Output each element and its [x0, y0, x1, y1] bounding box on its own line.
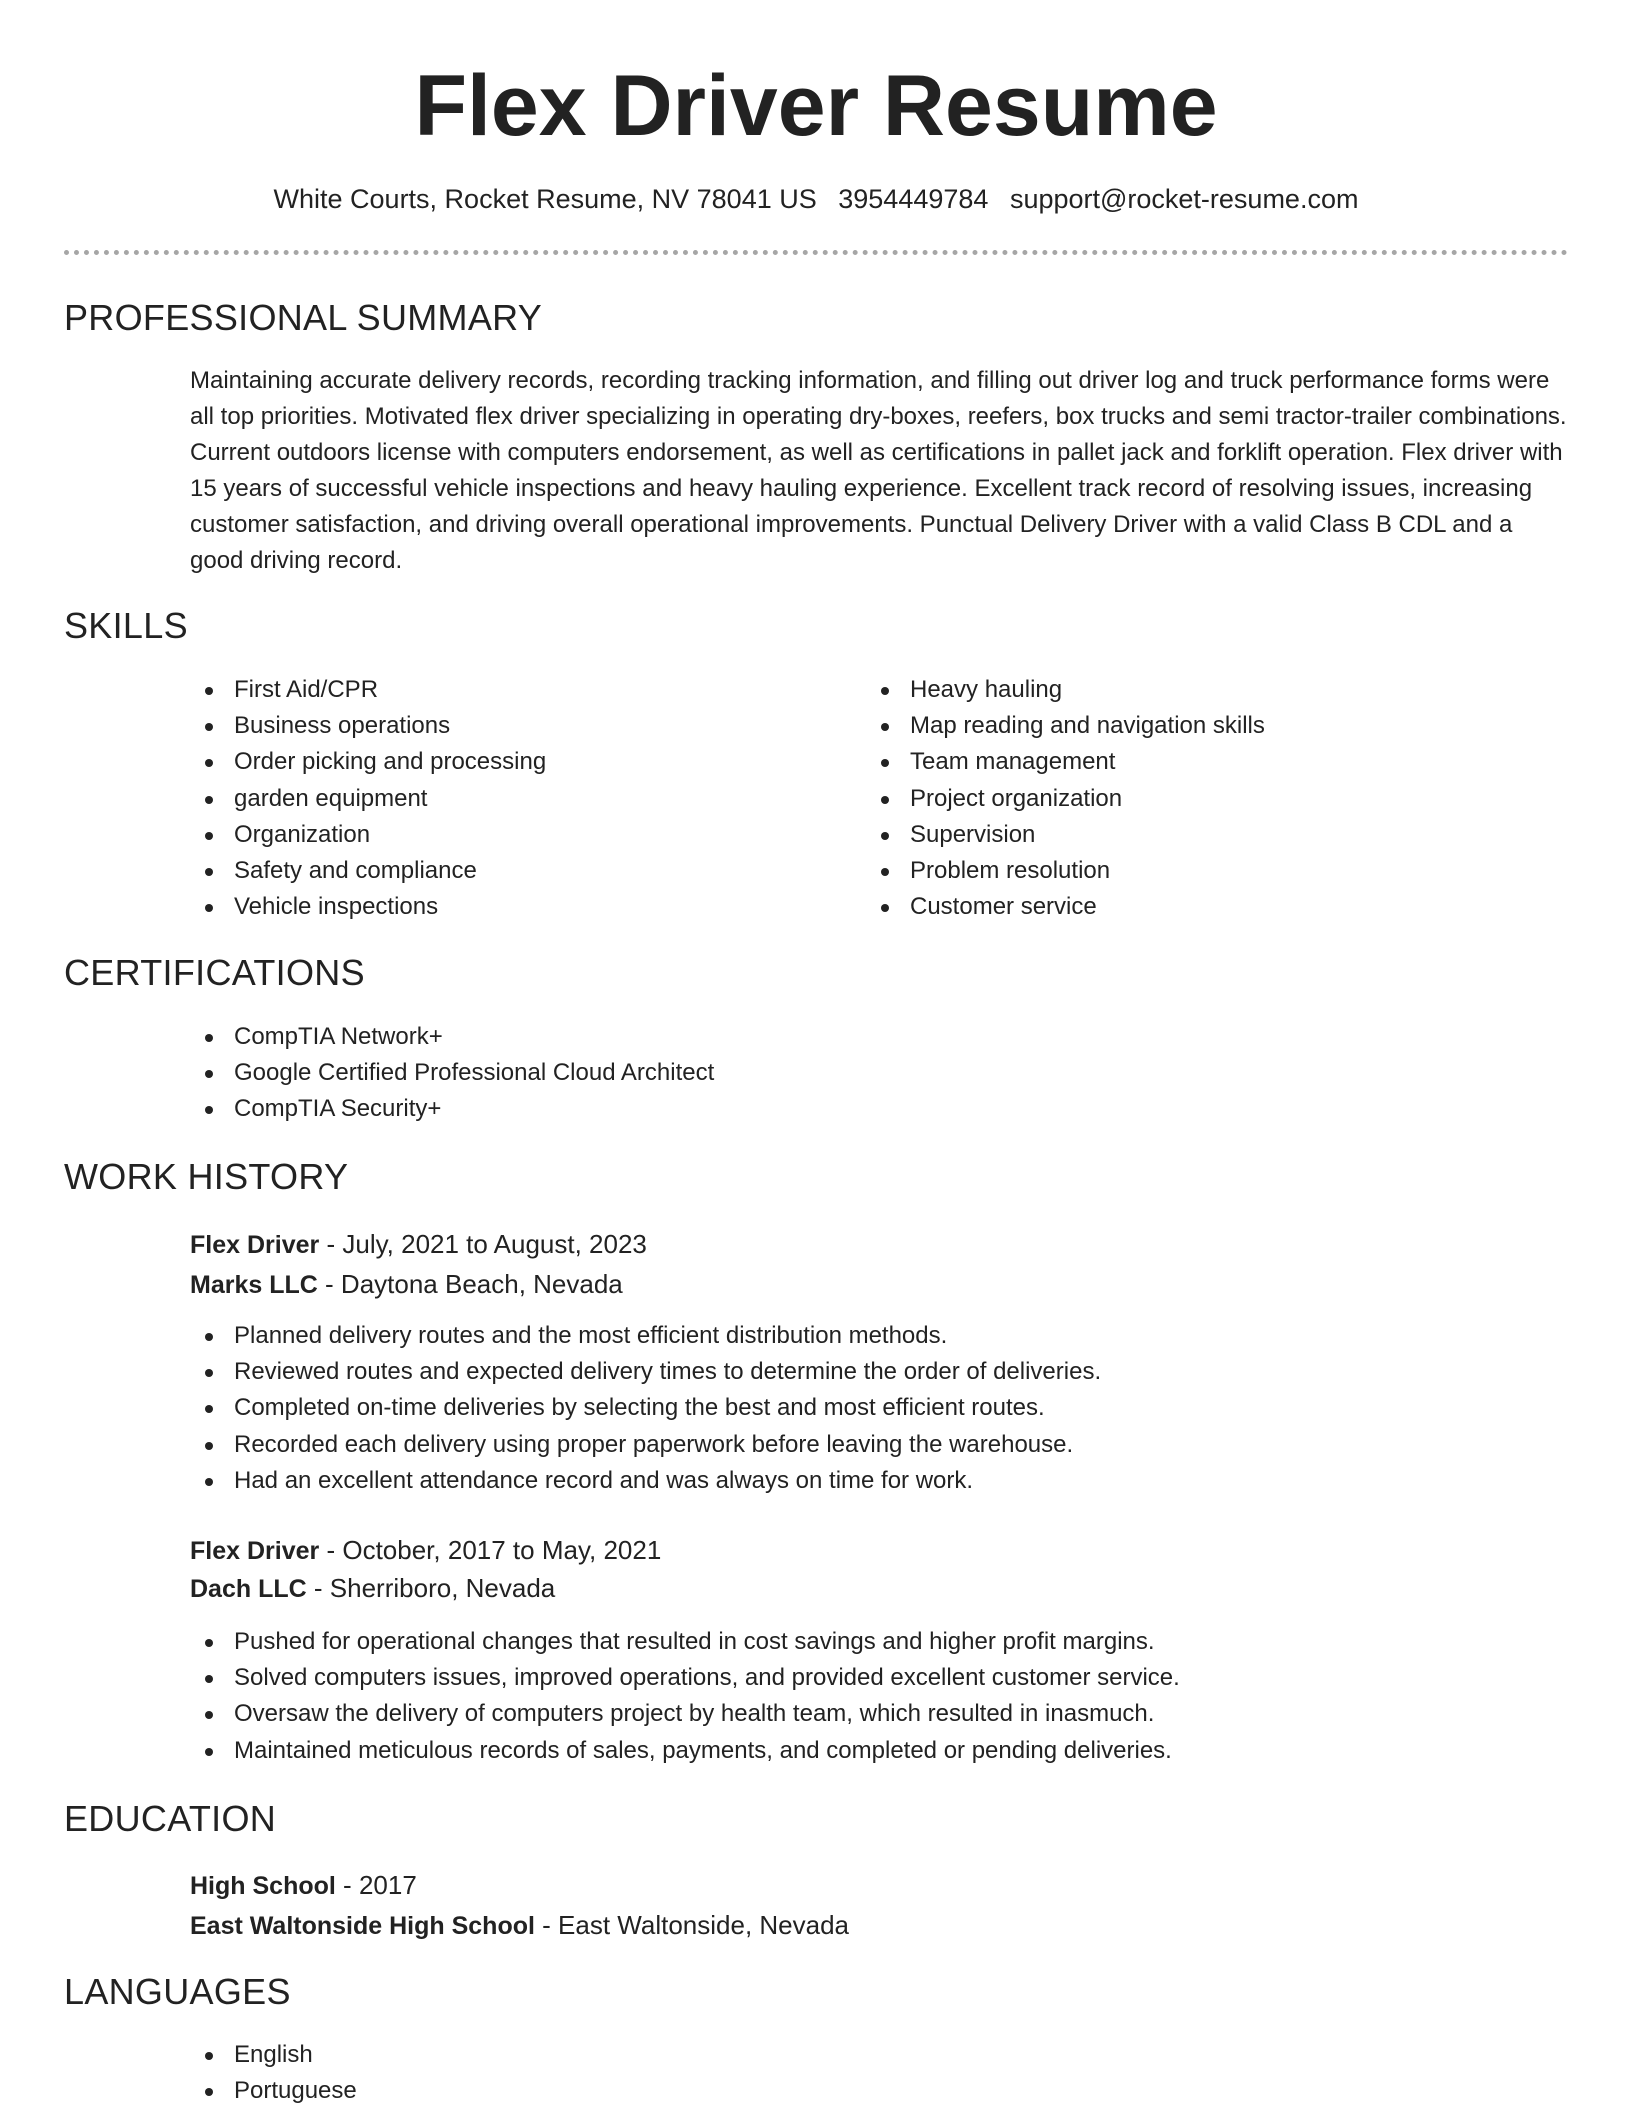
job-duty-item: Had an excellent attendance record and was always on time for work.: [190, 1463, 1101, 1499]
education-location: East Waltonside, Nevada: [558, 1910, 850, 1940]
job-company: Marks LLC: [190, 1271, 318, 1299]
skill-item: Supervision: [866, 817, 1265, 853]
skill-item: Project organization: [866, 781, 1265, 817]
job-duty-item: Oversaw the delivery of computers project by health team, which resulted in inasmuch.: [190, 1696, 1180, 1732]
contact-email[interactable]: support@rocket-resume.com: [1009, 184, 1359, 214]
certification-item: CompTIA Security+: [190, 1091, 714, 1127]
education-school: East Waltonside High School: [190, 1912, 535, 1940]
education-degree-line: High School - 2017: [190, 1870, 417, 1900]
skill-item: Order picking and processing: [190, 744, 546, 780]
languages-heading: LANGUAGES: [64, 1971, 291, 2012]
skill-item: Safety and compliance: [190, 853, 546, 889]
job-location: Sherriboro, Nevada: [329, 1573, 556, 1603]
skill-item: garden equipment: [190, 781, 546, 817]
job-duty-item: Solved computers issues, improved operations, and provided excellent customer service.: [190, 1660, 1180, 1696]
education-school-line: East Waltonside High School - East Waltonside, Nevada: [190, 1910, 850, 1940]
skills-list-right: [866, 672, 1265, 925]
summary-text: Maintaining accurate delivery records, recording tracking information, and filling out driver log and truck performance forms were all top priorities. Motivated flex driver specializing in operating dry-boxes, reefers, box trucks and semi tractor-trailer combinations. Current outdoors license with computers endorsement, as well as certifications in pallet jack and forklift operation. Flex driver with 15 years of successful vehicle inspections and heavy hauling experience. Excellent track record of resolving issues, increasing customer satisfaction, and driving overall operational improvements. Punctual Delivery Driver with a valid Class B CDL and a good driving record.: [190, 367, 1567, 574]
education-heading: EDUCATION: [64, 1798, 277, 1839]
languages-list: [190, 2037, 357, 2109]
language-item: Portuguese: [190, 2073, 357, 2109]
job-company-line: Dach LLC - Sherriboro, Nevada: [190, 1573, 556, 1603]
job-duties-list: [190, 1318, 1101, 1499]
certification-item: Google Certified Professional Cloud Architect: [190, 1055, 714, 1091]
skill-item: Problem resolution: [866, 853, 1265, 889]
certification-item: CompTIA Network+: [190, 1019, 714, 1055]
job-title-line: Flex Driver - July, 2021 to August, 2023: [190, 1229, 647, 1259]
skill-item: Organization: [190, 817, 546, 853]
job-duty-item: Reviewed routes and expected delivery times to determine the order of deliveries.: [190, 1354, 1101, 1390]
job-title: Flex Driver: [190, 1537, 320, 1565]
language-item: English: [190, 2037, 357, 2073]
certifications-list: [190, 1019, 714, 1128]
job-location: Daytona Beach, Nevada: [340, 1269, 623, 1299]
certifications-heading: CERTIFICATIONS: [64, 952, 365, 993]
skill-item: Customer service: [866, 889, 1265, 925]
skills-heading: SKILLS: [64, 605, 188, 646]
job-company: Dach LLC: [190, 1575, 307, 1603]
skills-list-left: [190, 672, 546, 925]
job-dates: October, 2017 to May, 2021: [342, 1535, 662, 1565]
job-title-line: Flex Driver - October, 2017 to May, 2021: [190, 1535, 662, 1565]
contact-phone: 3954449784: [838, 184, 989, 214]
job-title: Flex Driver: [190, 1231, 320, 1259]
skill-item: Map reading and navigation skills: [866, 708, 1265, 744]
contact-address: White Courts, Rocket Resume, NV 78041 US: [273, 184, 817, 214]
job-duty-item: Recorded each delivery using proper paperwork before leaving the warehouse.: [190, 1427, 1101, 1463]
contact-line: [0, 180, 1632, 218]
education-degree: High School: [190, 1872, 336, 1900]
job-duties-list: [190, 1624, 1180, 1769]
skill-item: Vehicle inspections: [190, 889, 546, 925]
job-duty-item: Maintained meticulous records of sales, payments, and completed or pending deliveries.: [190, 1733, 1180, 1769]
skill-item: Business operations: [190, 708, 546, 744]
job-duty-item: Completed on-time deliveries by selecting the best and most efficient routes.: [190, 1390, 1101, 1426]
skill-item: First Aid/CPR: [190, 672, 546, 708]
summary-heading: PROFESSIONAL SUMMARY: [64, 297, 543, 338]
work-history-heading: WORK HISTORY: [64, 1156, 349, 1197]
job-duty-item: Pushed for operational changes that resulted in cost savings and higher profit margins.: [190, 1624, 1180, 1660]
job-duty-item: Planned delivery routes and the most efficient distribution methods.: [190, 1318, 1101, 1354]
skill-item: Heavy hauling: [866, 672, 1265, 708]
education-year: 2017: [358, 1870, 417, 1900]
job-dates: July, 2021 to August, 2023: [342, 1229, 647, 1259]
resume-title: Flex Driver Resume: [414, 58, 1218, 154]
job-company-line: Marks LLC - Daytona Beach, Nevada: [190, 1269, 623, 1299]
skill-item: Team management: [866, 744, 1265, 780]
header-divider: [64, 250, 1568, 255]
